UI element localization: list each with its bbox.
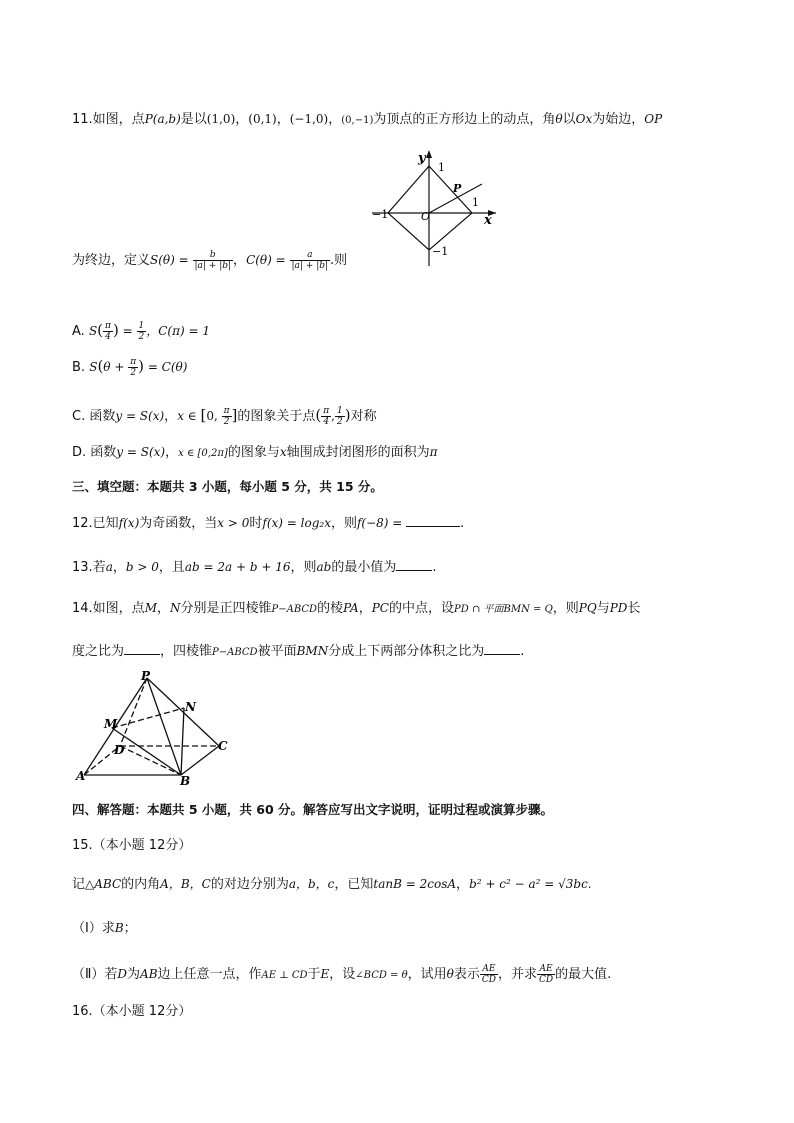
- q11-option-d: D. 函数y = S(x)，x ∈ [0,2π]的图象与x轴围成封闭图形的面积为π: [72, 445, 438, 460]
- q14-pyramid-figure: [72, 668, 242, 788]
- q15-part2: （Ⅱ）若D为AB边上任意一点，作AE ⊥ CD于E，设∠BCD = θ，试用θ表示 $\frac{AE}{CD}$ ，并求 $\frac{AE}{CD}$ 的最大值.: [72, 964, 612, 985]
- fig-o-label: O: [421, 210, 431, 223]
- pyr-m-label: M: [104, 717, 118, 731]
- fig-one-top: 1: [438, 161, 445, 174]
- q11-option-c: C. 函数y = S(x)，x ∈ [0, $\frac{\pi}{2}$ ]的图象关于点( $\frac{\pi}{4}$ , $\frac{1}{2}$ )对称: [72, 406, 377, 427]
- q11-option-a: A. S( $\frac{\pi}{4}$ ) = $\frac{1}{2}$ ，C(π) = 1: [72, 321, 210, 342]
- q11-line1: 11.如图，点P(a,b)是以(1,0)，(0,1)，(−1,0)，(0,−1)为顶点的正方形边上的动点，角θ以Ox为始边，OP: [72, 112, 663, 127]
- fig-x-label: x: [484, 213, 492, 228]
- pyr-a-label: A: [76, 769, 86, 783]
- q14-answer-blank-1: [124, 640, 160, 655]
- q15-part1: （Ⅰ）求B；: [72, 921, 137, 936]
- q12-line: 12.已知f(x)为奇函数，当x > 0时f(x) = log₂x，则f(−8) = .: [72, 512, 734, 534]
- q15-line1: 记△ABC的内角A，B，C的对边分别为a，b，c，已知tanB = 2cosA，b² + c² − a² = √3bc.: [72, 877, 592, 892]
- q11-option-b: B. S(θ + $\frac{\pi}{2}$ ) = C(θ): [72, 357, 188, 378]
- point-p: P(a,b): [144, 112, 181, 126]
- q13-answer-blank: [396, 556, 432, 571]
- pyr-p-label: P: [141, 669, 151, 683]
- q14-answer-blank-2: [484, 640, 520, 655]
- q14-line2: 度之比为 ，四棱锥P−ABCD被平面BMN分成上下两部分体积之比为 .: [72, 640, 734, 663]
- section-4-heading: 四、解答题：本题共 5 小题，共 60 分。解答应写出文字说明，证明过程或演算步骤。: [72, 802, 554, 817]
- s-theta-fraction: $\frac{b}{|a| + |b|}$: [194, 250, 232, 271]
- fig-neg-one-bottom: −1: [432, 245, 449, 258]
- fig-p-label: P: [453, 182, 462, 195]
- fig-neg-one-left: −1: [372, 208, 389, 221]
- q13-line: 13.若a，b > 0，且ab = 2a + b + 16，则ab的最小值为 .: [72, 556, 734, 578]
- pyr-b-label: B: [180, 774, 191, 788]
- pyr-d-label: D: [114, 743, 125, 757]
- q12-answer-blank: [406, 512, 460, 527]
- fig-one-right: 1: [472, 196, 479, 209]
- q16-title: 16.（本小题 12分）: [72, 1004, 192, 1019]
- q15-title: 15.（本小题 12分）: [72, 838, 192, 853]
- pyr-c-label: C: [218, 739, 228, 753]
- q11-line2: 为终边，定义S(θ) = $\frac{b}{|a| + |b|}$ ，C(θ) = $\frac{a}{|a| + |b|}$ .则: [72, 250, 348, 271]
- q14-line1: 14.如图，点M，N分别是正四棱锥P−ABCD的棱PA，PC的中点，设PD ∩ 平面BMN = Q，则PQ与PD长: [72, 601, 641, 616]
- section-3-heading: 三、填空题：本题共 3 小题，每小题 5 分，共 15 分。: [72, 479, 383, 494]
- pyr-n-label: N: [185, 700, 196, 714]
- c-theta-fraction: $\frac{a}{|a| + |b|}$: [291, 250, 329, 271]
- fig-y-label: y: [418, 151, 426, 166]
